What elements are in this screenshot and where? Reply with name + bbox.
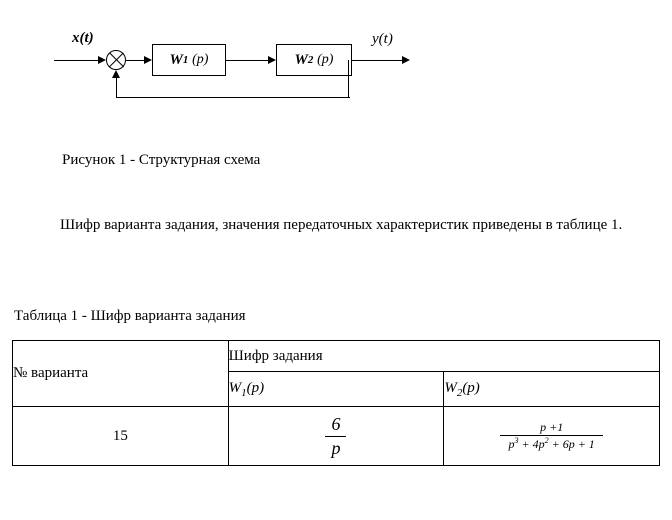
w2-denominator	[500, 436, 602, 452]
col-w1-arg: (p)	[246, 379, 265, 396]
feedback-line-vertical-right	[348, 60, 349, 98]
table-header-cipher: Шифр задания	[228, 341, 659, 372]
feedback-arrow-icon	[112, 70, 120, 78]
table-row	[13, 407, 660, 466]
transfer-block-w1	[152, 44, 226, 76]
cell-w1-formula	[228, 407, 444, 466]
body-paragraph: Шифр варианта задания, значения передаточных характеристик приведены в таблице 1.	[60, 217, 623, 233]
w1-input-arrow-icon	[144, 56, 152, 64]
w2-den-t2: + 4	[518, 437, 539, 451]
cell-variant-number: 15	[13, 407, 229, 466]
fraction-w2	[500, 420, 602, 452]
w1-numerator: 6	[325, 414, 346, 437]
w1-index: 1	[182, 54, 189, 66]
w2-numerator: p +1	[500, 420, 602, 436]
cell-w2-formula	[444, 407, 660, 466]
transfer-block-w2	[276, 44, 352, 76]
w2-den-e1: 3	[514, 436, 519, 445]
block-diagram	[0, 0, 672, 120]
fraction-w1	[325, 414, 346, 459]
figure-caption: Рисунок 1 - Структурная схема	[62, 152, 261, 168]
line-sum-to-w1	[126, 60, 146, 61]
table-caption: Таблица 1 - Шифр варианта задания	[14, 308, 246, 324]
variant-table	[12, 340, 660, 466]
w2-den-p2: p	[538, 437, 545, 451]
output-arrow-icon	[402, 56, 410, 64]
w2-den-t4: + 1	[574, 437, 595, 451]
feedback-line-vertical-left	[116, 76, 117, 98]
col-w1-index: 1	[241, 386, 247, 399]
summator-node	[106, 50, 126, 70]
table-header-w2	[444, 372, 660, 407]
w2-den-t3: + 6	[548, 437, 569, 451]
w1-name: W	[169, 51, 183, 68]
diagram-output-label: y(t)	[372, 31, 393, 47]
w2-arg: (p)	[317, 52, 334, 67]
line-w1-to-w2	[226, 60, 270, 61]
w2-den-p3: p	[568, 437, 575, 451]
table-header-w1	[228, 372, 444, 407]
input-line	[54, 60, 100, 61]
diagram-input-label: x(t)	[72, 30, 94, 46]
w2-den-e2: 2	[544, 436, 549, 445]
col-w2-name: W	[444, 379, 457, 396]
col-w1-name: W	[228, 379, 242, 396]
input-arrow-icon	[98, 56, 106, 64]
table-header-variant: № варианта	[13, 341, 229, 407]
w2-den-p1: p	[508, 437, 515, 451]
table-row	[13, 341, 660, 372]
col-w2-arg: (p)	[462, 379, 480, 396]
output-line	[352, 60, 406, 61]
feedback-line-horizontal	[116, 97, 350, 98]
w2-index: 2	[307, 54, 314, 66]
col-w2-index: 2	[456, 386, 463, 399]
w1-arg: (p)	[192, 52, 209, 67]
w2-input-arrow-icon	[268, 56, 276, 64]
w2-name: W	[294, 51, 308, 68]
w1-denominator: p	[331, 437, 341, 458]
